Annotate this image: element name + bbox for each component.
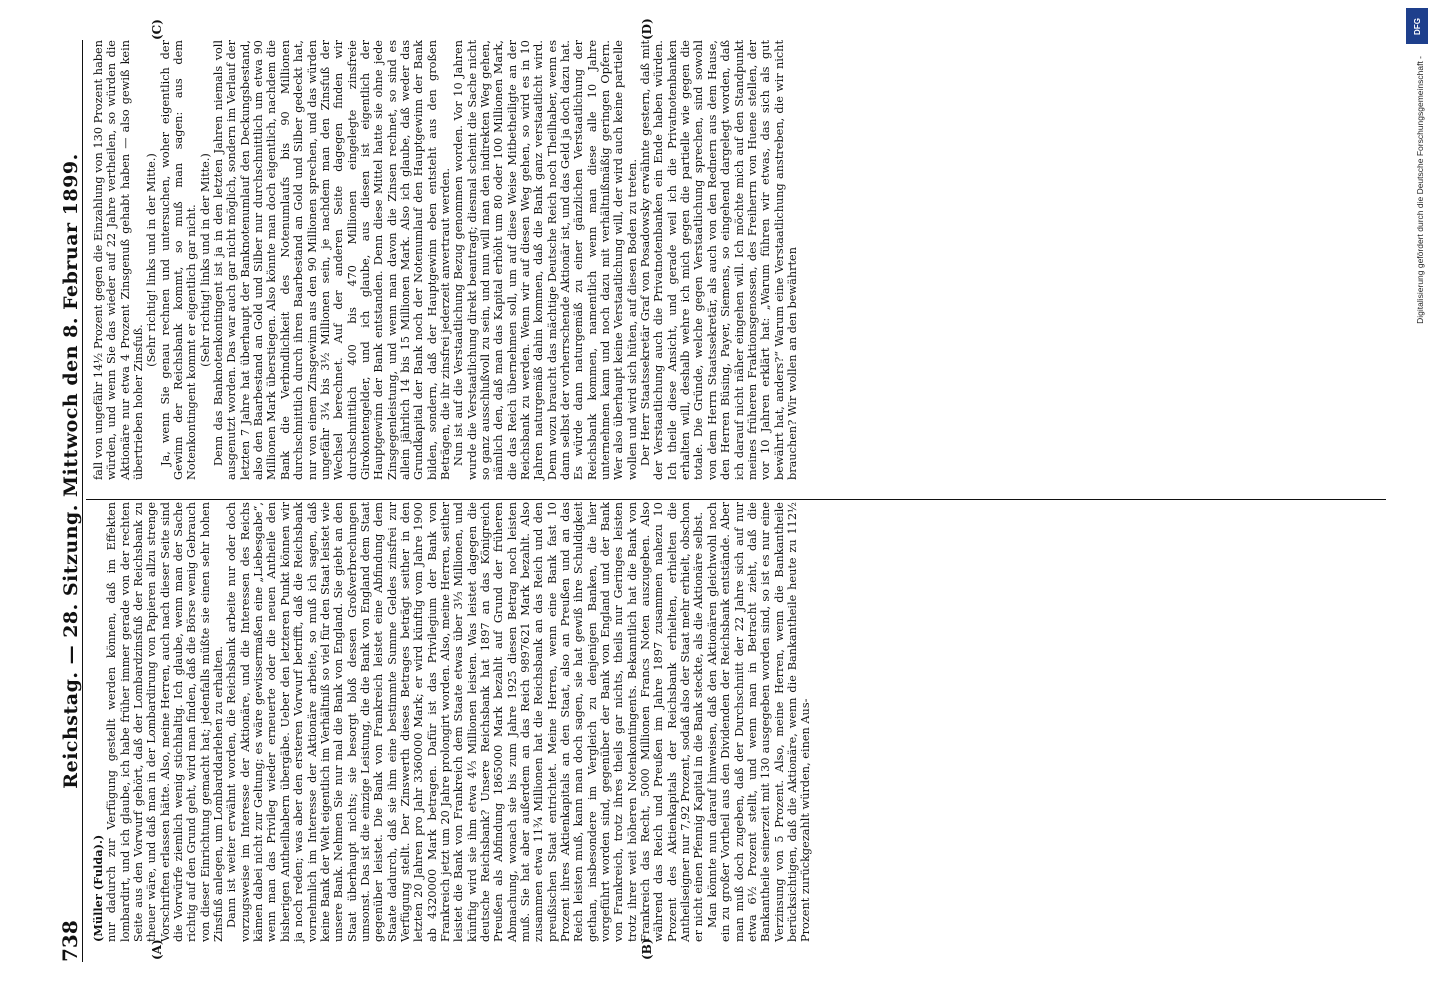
- margin-mark-d: (D): [640, 18, 654, 40]
- paragraph: fall von ungefähr 14½ Prozent gegen die Einzahlung von 130 Prozent haben würden, und wenn Sie das wieder auf 22 Jahre vertheilen, so würden die Aktionäre nur etwa 4 Prozent Zinsgenuß gehabt haben — also gewiß kein übertrieben hoher Zinsfuß.: [92, 40, 146, 480]
- page-number: 738: [58, 920, 82, 962]
- paragraph: Man könnte nun darauf hinweisen, daß den Aktionären gleichwohl noch ein zu großer Vortheil aus den Dividenden der Reichsbank entstände. Aber man muß doch zugeben, daß der Durchschnitt der 22 Jahre sich auf nur etwa 6½ Prozent stellt, und wenn man in Betracht zieht, daß die Bankantheile seinerzeit mit 130 ausgegeben worden sind, so ist es nur eine Verzinsung von 5 Prozent. Also, meine Herren, wenn die Bankantheile berücksichtigen, daß die Aktionäre, wenn die Bankantheile heute zu 112½ Prozent zurückgezahlt würden, einen Aus-: [705, 502, 813, 942]
- running-title: Reichstag. — 28. Sitzung. Mittwoch den 8. Februar 1899.: [60, 153, 82, 789]
- column-divider: [86, 499, 1386, 500]
- paragraph: Nun ist auf die Verstaatlichung Bezug genommen worden. Vor 10 Jahren wurde die Verstaatlichung direkt beantragt; diesmal scheint die Sache nicht so ganz ausschlußvoll zu sein, und nun will man den indirekten Weg gehen, nämlich den, daß man das Kapital erhöht um 80 oder 100 Millionen Mark, die das Reich übernehmen soll, um auf diese Weise Mitbetheiligte an der Reichsbank zu werden. Wenn wir auf diesen Weg gehen, so wird es in 10 Jahren naturgemäß dahin kommen, daß die Bank ganz verstaatlicht wird. Denn wozu braucht das mächtige Deutsche Reich noch Theilhaber, wenn es dann selbst der vorherrschende Aktionär ist, und das Geld ja doch dazu hat. Es würde dann naturgemäß zu einer gänzlichen Verstaatlichung der Reichsbank kommen, namentlich wenn man diese alle 10 Jahre unternehmen kann und noch dazu mit verhältnißmäßig geringen Opfern. Wer also überhaupt keine Verstaatlichung will, der wird auch keine partielle wollen und wird sich hüten, auf diesen Boden zu treten.: [452, 40, 639, 480]
- margin-mark-b: (B): [640, 938, 654, 960]
- paragraph: Ja, wenn Sie genau rechnen und untersuchen, woher eigentlich der Gewinn der Reichsbank kommt, so muß man sagen: aus dem Notenkontingent kommt er eigentlich gar nicht.: [158, 40, 199, 480]
- dfg-logo-text: DFG: [1412, 17, 1422, 35]
- paragraph: Der Herr Staatssekretär Graf von Posadowsky erwähnte gestern, daß mit der Verstaatlichung auch die Privatnotenbanken ein Ende haben würden. Ich theile diese Ansicht, und gerade weil ich die Privatnotenbanken erhalten will, deshalb wehre ich mich gegen die partielle wie gegen die totale. Die Gründe, welche gegen Verstaatlichung sprechen, sind sowohl von dem Herrn Staatssekretär, als auch von den Rednern aus dem Hause, den Herren Büsing, Payer, Siemens, so eingehend dargelegt worden, daß ich darauf nicht näher eingehen will. Ich möchte mich auf den Standpunkt meines früheren Fraktionsgenossen, des Freiherrn von Huene stellen, der vor 10 Jahren erklärt hat: „Warum führen wir etwas, das sich als gut bewährt hat, anders?“ Warum eine Verstaatlichung anstreben, die wir nicht brauchen? Wir wollen an den bewährten: [639, 40, 799, 480]
- paragraph: nur dadurch zur Verfügung gestellt werden können, daß im Effekten lombardirt, und ich glaube, ich habe früher immer gerade von der rechten Seite aus den Vorwurf gehört, daß der Lombardzinsfuß der Reichsbank zu theuer wäre, und daß man in der Lombardirung von Papieren allzu strenge Vorschriften erlassen hätte. Also, meine Herren, auch nach dieser Seite sind die Vorwürfe ziemlich wenig stichhaltig. Ich glaube, wenn man der Sache richtig auf den Grund geht, wird man finden, daß die Börse wenig Gebrauch von dieser Einrichtung gemacht hat; jedenfalls müßte sie einen sehr hohen Zinsfuß anlegen, um Lombarddarlehen zu erhalten.: [105, 502, 226, 942]
- dfg-logo: [1406, 8, 1428, 44]
- margin-mark-a: (A): [150, 939, 164, 960]
- interjection: (Sehr richtig! links und in der Mitte.): [145, 153, 159, 367]
- margin-mark-c: (C): [150, 19, 164, 40]
- paragraph: Dann ist weiter erwähnt worden, die Reichsbank arbeite nur oder doch vorzugsweise im Interesse der Aktionäre, und die Interessen des Reichs kämen dabei nicht zur Geltung; es wäre gewissermaßen eine „Liebesgabe“, wenn man das Privileg wieder erneuerte oder die neuen Antheile den bisherigen Antheilhabern übergäbe. Ueber den letzteren Punkt können wir ja noch reden; was aber den ersteren Vorwurf betrifft, daß die Reichsbank vornehmlich im Interesse der Aktionäre arbeite, so muß ich sagen, daß keine Bank der Welt eigentlich im Verhältniß so viel für den Staat leistet wie unsere Bank. Nehmen Sie nur mal die Bank von England. Sie giebt an den Staat überhaupt nichts; sie besorgt bloß dessen Großverbrechungen umsonst. Das ist die einzige Leistung, die die Bank von England dem Staat gegenüber leistet. Die Bank von Frankreich leistet eine Abfindung dem Staate dadurch, daß sie ihm eine bestimmte Summe Geldes zinsfrei zur Verfügung stellt. Der Zinswerth dieses Betrages beträgt seither in den letzten 20 Jahren pro Jahr 3360000 Mark; er wird künftig vom Jahre 1900 ab 4320000 Mark betragen. Dafür ist das Privilegium der Bank von Frankreich jetzt um 20 Jahre prolongirt worden. Also, meine Herren, seither leistet die Bank von Frankreich dem Staate etwas über 3⅓ Millionen, und künftig wird sie ihm etwa 4⅓ Millionen leisten. Was leistet dagegen die deutsche Reichsbank? Unsere Reichsbank hat 1897 an das Königreich Preußen als Abfindung 1865000 Mark bezahlt auf Grund der früheren Abmachung, wonach sie bis zum Jahre 1925 diesen Betrag noch leisten muß. Sie hat aber außerdem an das Reich 9897621 Mark bezahlt. Also zusammen etwa 11¾ Millionen hat die Reichsbank an das Reich und den preußischen Staat entrichtet. Meine Herren, wenn eine Bank fast 10 Prozent ihres Aktienkapitals an den Staat, also an Preußen und an das Reich leisten muß, kann man doch sagen, sie hat gewiß ihre Schuldigkeit gethan, insbesondere im Vergleich zu denjenigen Banken, die hier vorgeführt worden sind, gegenüber der Bank von England und der Bank von Frankreich, trotz ihres theils gar nichts, theils nur Geringes leisten trotz ihrer weit höheren Notenkontingents. Bekanntlich hat die Bank von Frankreich das Recht, 5000 Millionen Francs Noten auszugeben. Also während das Reich und Preußen im Jahre 1897 zusammen nahezu 10 Prozent des Aktienkapitals der Reichsbank erhielten, erhielten die Antheilseigner nur 7,92 Prozent, sodaß also der Staat mehr erhielt, obschon er nicht einen Pfennig Kapital in die Bank steckte, als die Aktionäre selbst.: [225, 502, 706, 942]
- left-column: [92, 502, 813, 942]
- interjection: (Sehr richtig! links und in der Mitte.): [198, 153, 212, 367]
- paragraph: Denn das Banknotenkontingent ist ja in den letzten Jahren niemals voll ausgenutzt worden. Das war auch gar nicht möglich, sondern im Verlauf der letzten 7 Jahre hat überhaupt der Banknotenumlauf den Deckungsbestand, also den Baarbestand an Gold und Silber nur durchschnittlich um etwa 90 Millionen Mark überstiegen. Also könnte man doch eigentlich, nachdem die Bank die Verbindlichkeit des Notenumlaufs bis 90 Millionen durchschnittlich durch ihren Baarbestand an Gold und Silber gedeckt hat, nur von einem Zinsgewinn aus den 90 Millionen sprechen, und das würden ungefähr 3¼ bis 3½ Millionen sein, je nachdem man den Zinsfuß der Wechsel berechnet. Auf der anderen Seite dagegen finden wir durchschnittlich 400 bis 470 Millionen eingelegte zinsfreie Girokontengelder, und ich glaube, aus diesen ist eigentlich der Hauptgewinn der Bank entstanden. Denn diese Mittel hatte sie ohne jede Zinsgegenleistung, und wenn man davon die Zinsen rechnet, so sind es allein jährlich 14 bis 15 Millionen Mark. Also ich glaube, daß weder das Grundkapital der Bank noch der Notenumlauf den Hauptgewinn der Bank bilden, sondern, daß der Hauptgewinn eben entsteht aus den großen Beträgen, die ihr zinsfrei jederzeit anvertraut werden.: [212, 40, 452, 480]
- right-column: [92, 40, 799, 480]
- digitization-credit: Digitalisierung gefördert durch die Deutsche Forschungsgemeinschaft -: [1415, 56, 1425, 324]
- page-header: [54, 40, 83, 962]
- speaker-tag: (Müller (Fulda).): [91, 834, 105, 942]
